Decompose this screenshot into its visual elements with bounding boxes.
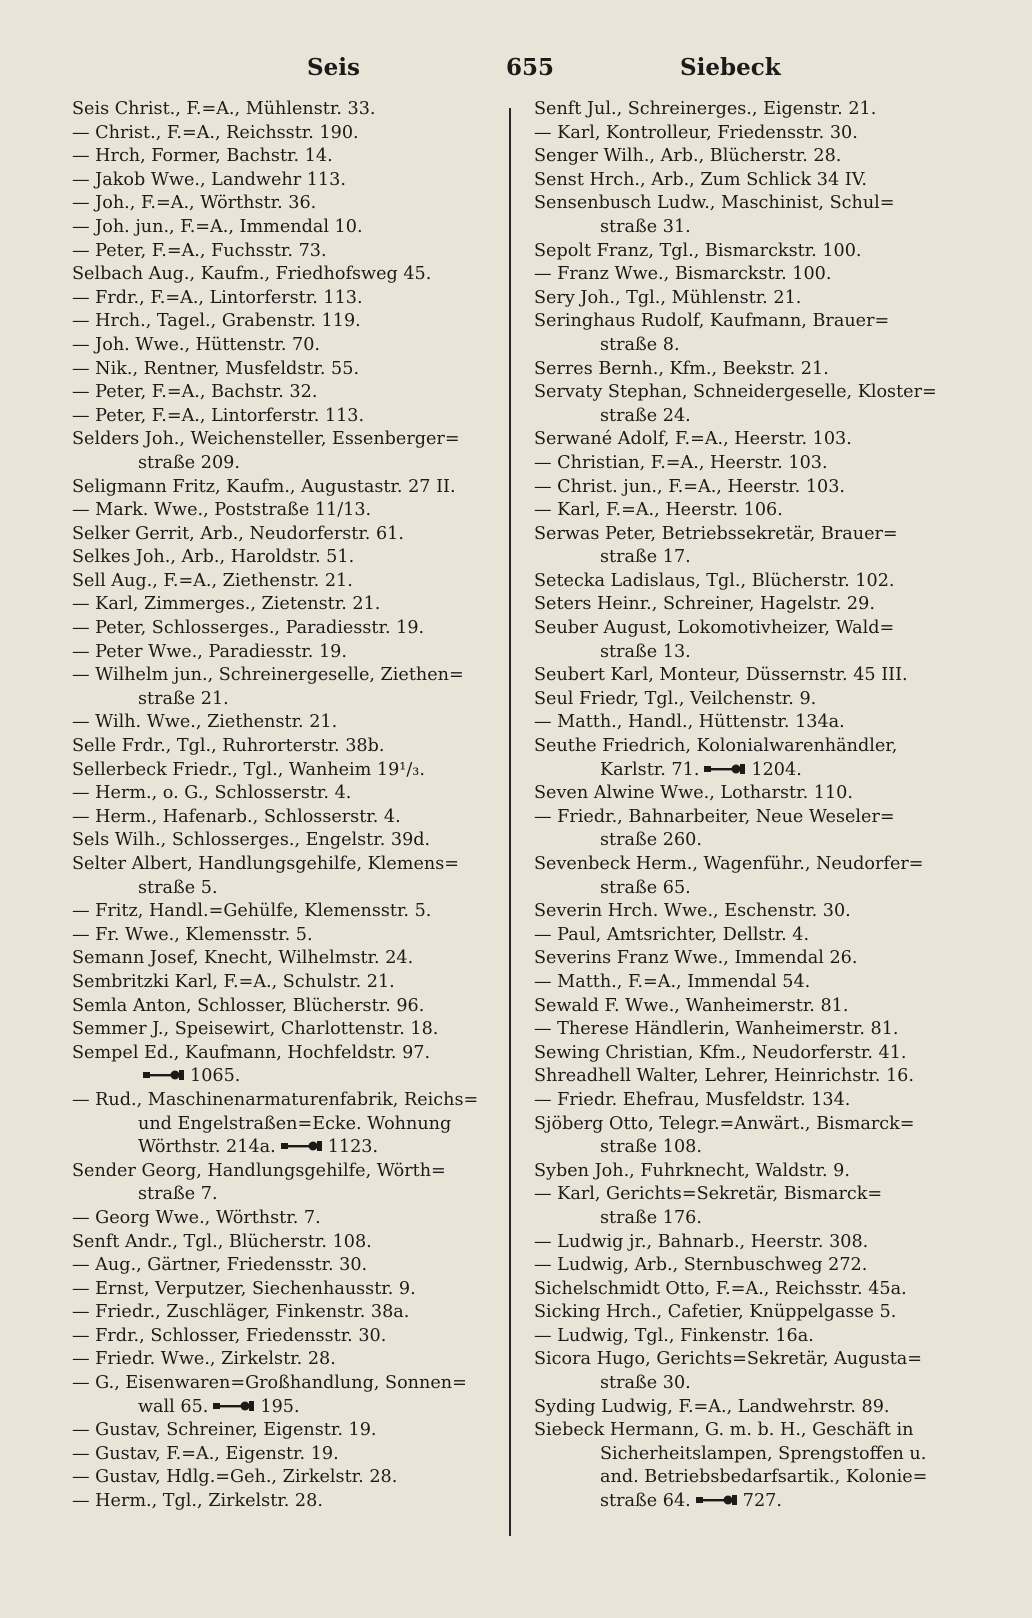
phone-number: 727. (742, 1491, 782, 1512)
entry-text: — Herm., Tgl., Zirkelstr. 28. (72, 1491, 323, 1512)
left-entry (72, 476, 502, 500)
entry-text: Setecka Ladislaus, Tgl., Blücherstr. 102. (534, 570, 895, 591)
left-entry (72, 145, 502, 169)
left-entry (72, 570, 502, 594)
continuation-text: straße 108. (600, 1137, 702, 1158)
entry-text: Seubert Karl, Monteur, Düssernstr. 45 III. (534, 665, 908, 686)
entry-text: — Paul, Amtsrichter, Dellstr. 4. (534, 924, 810, 945)
continuation-text: and. Betriebsbedarfsartik., Kolonie= (600, 1467, 928, 1488)
header-right-keyword: Siebeck (680, 54, 781, 81)
entry-text: — Georg Wwe., Wörthstr. 7. (72, 1207, 321, 1228)
telephone-icon (142, 1068, 186, 1082)
right-entry (534, 358, 966, 382)
entry-continuation (534, 1207, 966, 1231)
entry-text: Sender Georg, Handlungsgehilfe, Wörth= (72, 1160, 446, 1181)
left-entry (72, 995, 502, 1019)
continuation-text: straße 8. (600, 334, 680, 355)
left-entry (72, 1301, 502, 1325)
entry-text: Syding Ludwig, F.=A., Landwehrstr. 89. (534, 1396, 890, 1417)
right-entry (534, 1396, 966, 1420)
left-entry (72, 853, 502, 900)
phone-number: 195. (260, 1396, 300, 1417)
continuation-text: straße 21. (138, 688, 229, 709)
entry-text: — Ludwig, Arb., Sternbuschweg 272. (534, 1255, 868, 1276)
entry-text: Sevenbeck Herm., Wagenführ., Neudorfer= (534, 854, 924, 874)
left-entry (72, 240, 502, 264)
continuation-text: straße 30. (600, 1373, 691, 1394)
left-entry (72, 523, 502, 547)
left-entry (72, 1254, 502, 1278)
left-entry (72, 1160, 502, 1207)
left-entry (72, 1278, 502, 1302)
continuation-text: straße 260. (600, 830, 702, 851)
right-entry (534, 688, 966, 712)
entry-text: — Friedr., Zuschläger, Finkenstr. 38a. (72, 1302, 410, 1323)
entry-text: Seuber August, Lokomotivheizer, Wald= (534, 618, 895, 639)
right-entry (534, 1065, 966, 1089)
continuation-text: und Engelstraßen=Ecke. Wohnung (138, 1113, 452, 1134)
left-entry (72, 664, 502, 711)
entry-text: — Peter Wwe., Paradiesstr. 19. (72, 641, 347, 662)
telephone-icon (695, 1493, 739, 1507)
entry-text: Seters Heinr., Schreiner, Hagelstr. 29. (534, 594, 875, 615)
entry-continuation (534, 829, 966, 853)
right-entry (534, 499, 966, 523)
right-entry (534, 593, 966, 617)
entry-text: Sichelschmidt Otto, F.=A., Reichsstr. 45a. (534, 1278, 907, 1299)
entry-text: — Christian, F.=A., Heerstr. 103. (534, 452, 828, 473)
continuation-text: straße 209. (138, 452, 240, 473)
entry-text: — Hrch, Former, Bachstr. 14. (72, 146, 333, 167)
left-entry (72, 641, 502, 665)
header-left-keyword: Seis (307, 54, 360, 81)
left-entry (72, 1443, 502, 1467)
page-number: 655 (506, 54, 555, 81)
page-header (70, 50, 970, 90)
entry-text: Selders Joh., Weichensteller, Essenberger= (72, 429, 460, 450)
left-entry (72, 900, 502, 924)
telephone-icon (212, 1399, 256, 1413)
right-entry (534, 1419, 966, 1513)
right-entry (534, 1089, 966, 1113)
right-entry (534, 924, 966, 948)
entry-continuation (72, 452, 502, 476)
entry-continuation (72, 877, 502, 901)
continuation-text: straße 64. (600, 1491, 691, 1512)
continuation-text: straße 13. (600, 641, 691, 662)
right-entry (534, 735, 966, 782)
right-entry (534, 995, 966, 1019)
right-entry (534, 971, 966, 995)
entry-text: — Herm., o. G., Schlosserstr. 4. (72, 783, 352, 804)
right-entry (534, 428, 966, 452)
left-entry (72, 1466, 502, 1490)
entry-text: — Rud., Maschinenarmaturenfabrik, Reichs= (72, 1089, 479, 1110)
entry-text: — Aug., Gärtner, Friedensstr. 30. (72, 1255, 368, 1276)
entry-text: Siebeck Hermann, G. m. b. H., Geschäft in (534, 1420, 914, 1441)
left-entry (72, 169, 502, 193)
entry-continuation (72, 1136, 502, 1160)
entry-text: — Joh., F.=A., Wörthstr. 36. (72, 193, 317, 214)
right-entry (534, 1301, 966, 1325)
right-entry (534, 947, 966, 971)
entry-continuation (534, 1372, 966, 1396)
entry-text: Servaty Stephan, Schneidergeselle, Kloster= (534, 382, 937, 403)
left-entry (72, 287, 502, 311)
entry-text: Sensenbusch Ludw., Maschinist, Schul= (534, 193, 895, 214)
entry-text: — Fr. Wwe., Klemensstr. 5. (72, 924, 313, 945)
telephone-icon (703, 762, 747, 776)
entry-text: Sicking Hrch., Cafetier, Knüppelgasse 5. (534, 1302, 897, 1323)
continuation-text: wall 65. (138, 1396, 209, 1417)
left-entry (72, 216, 502, 240)
phone-number: 1065. (190, 1066, 241, 1087)
right-entry (534, 122, 966, 146)
left-entry (72, 546, 502, 570)
entry-continuation (534, 334, 966, 358)
continuation-text: straße 17. (600, 547, 691, 568)
right-entry (534, 476, 966, 500)
right-entry (534, 1160, 966, 1184)
entry-text: — Joh. Wwe., Hüttenstr. 70. (72, 334, 320, 355)
right-entry (534, 570, 966, 594)
telephone-icon (280, 1139, 324, 1153)
entry-text: — Gustav, F.=A., Eigenstr. 19. (72, 1443, 339, 1464)
entry-text: — Fritz, Handl.=Gehülfe, Klemensstr. 5. (72, 901, 432, 922)
entry-text: Sempel Ed., Kaufmann, Hochfeldstr. 97. (72, 1042, 431, 1063)
entry-text: — Joh. jun., F.=A., Immendal 10. (72, 216, 363, 237)
right-column (534, 98, 966, 1514)
left-entry (72, 829, 502, 853)
entry-text: Sels Wilh., Schlosserges., Engelstr. 39d. (72, 830, 431, 851)
phone-number: 1204. (751, 759, 802, 780)
left-entry (72, 1089, 502, 1160)
left-column (72, 98, 502, 1514)
right-entry (534, 145, 966, 169)
left-entry (72, 1348, 502, 1372)
entry-text: — Karl, Gerichts=Sekretär, Bismarck= (534, 1184, 883, 1205)
left-entry (72, 428, 502, 475)
left-entry (72, 806, 502, 830)
entry-text: — Christ. jun., F.=A., Heerstr. 103. (534, 476, 845, 497)
continuation-text: Sicherheitslampen, Sprengstoffen u. (600, 1443, 927, 1464)
entry-text: — Therese Händlerin, Wanheimerstr. 81. (534, 1019, 899, 1040)
entry-text: Selker Gerrit, Arb., Neudorferstr. 61. (72, 523, 404, 544)
left-entry (72, 1372, 502, 1419)
entry-continuation (534, 405, 966, 429)
entry-text: Senger Wilh., Arb., Blücherstr. 28. (534, 146, 842, 167)
right-entry (534, 310, 966, 357)
right-entry (534, 287, 966, 311)
left-entry (72, 759, 502, 783)
entry-text: — Peter, F.=A., Lintorferstr. 113. (72, 405, 365, 426)
entry-continuation (72, 1065, 502, 1089)
entry-text: — Wilhelm jun., Schreinergeselle, Ziethen= (72, 665, 464, 686)
left-entry (72, 1419, 502, 1443)
entry-text: — G., Eisenwaren=Großhandlung, Sonnen= (72, 1373, 467, 1394)
right-entry (534, 1325, 966, 1349)
entry-text: Seul Friedr, Tgl., Veilchenstr. 9. (534, 688, 817, 709)
entry-continuation (72, 1183, 502, 1207)
entry-text: — Gustav, Schreiner, Eigenstr. 19. (72, 1420, 377, 1441)
right-entry (534, 664, 966, 688)
left-entry (72, 735, 502, 759)
entry-text: — Gustav, Hdlg.=Geh., Zirkelstr. 28. (72, 1467, 398, 1488)
right-entry (534, 782, 966, 806)
continuation-text: straße 176. (600, 1207, 702, 1228)
entry-text: Sell Aug., F.=A., Ziethenstr. 21. (72, 570, 353, 591)
left-entry (72, 499, 502, 523)
left-entry (72, 310, 502, 334)
entry-text: Serwas Peter, Betriebssekretär, Brauer= (534, 523, 898, 544)
entry-text: Selle Frdr., Tgl., Ruhrorterstr. 38b. (72, 736, 385, 757)
left-entry (72, 358, 502, 382)
left-entry (72, 617, 502, 641)
left-entry (72, 1490, 502, 1514)
right-entry (534, 1042, 966, 1066)
left-entry (72, 1042, 502, 1089)
right-entry (534, 806, 966, 853)
right-entry (534, 263, 966, 287)
entry-continuation (534, 877, 966, 901)
entry-text: — Nik., Rentner, Musfeldstr. 55. (72, 358, 360, 379)
entry-text: — Friedr. Wwe., Zirkelstr. 28. (72, 1349, 336, 1370)
entry-text: Senft Andr., Tgl., Blücherstr. 108. (72, 1231, 372, 1252)
entry-text: — Mark. Wwe., Poststraße 11/13. (72, 500, 372, 521)
left-entry (72, 711, 502, 735)
right-entry (534, 1113, 966, 1160)
continuation-text: straße 5. (138, 877, 218, 898)
entry-text: Sewing Christian, Kfm., Neudorferstr. 41. (534, 1042, 907, 1063)
left-entry (72, 947, 502, 971)
right-entry (534, 523, 966, 570)
right-entry (534, 900, 966, 924)
entry-continuation (534, 641, 966, 665)
entry-text: Seis Christ., F.=A., Mühlenstr. 33. (72, 99, 376, 119)
entry-text: — Peter, F.=A., Bachstr. 32. (72, 382, 318, 403)
left-entry (72, 192, 502, 216)
entry-continuation (534, 1443, 966, 1467)
left-entry (72, 405, 502, 429)
entry-text: — Karl, F.=A., Heerstr. 106. (534, 500, 783, 521)
entry-text: Sellerbeck Friedr., Tgl., Wanheim 19¹/₃. (72, 759, 425, 780)
entry-text: — Matth., F.=A., Immendal 54. (534, 971, 811, 992)
entry-text: — Jakob Wwe., Landwehr 113. (72, 169, 346, 190)
entry-text: — Herm., Hafenarb., Schlosserstr. 4. (72, 806, 401, 827)
left-entry (72, 1231, 502, 1255)
entry-text: — Frdr., Schlosser, Friedensstr. 30. (72, 1325, 387, 1346)
entry-text: — Peter, Schlosserges., Paradiesstr. 19. (72, 618, 425, 639)
entry-text: Syben Joh., Fuhrknecht, Waldstr. 9. (534, 1160, 850, 1181)
continuation-text: straße 7. (138, 1184, 218, 1205)
entry-text: Selbach Aug., Kaufm., Friedhofsweg 45. (72, 264, 432, 285)
left-entry (72, 971, 502, 995)
continuation-text: Wörthstr. 214a. (138, 1137, 276, 1158)
entry-text: — Karl, Kontrolleur, Friedensstr. 30. (534, 122, 858, 143)
entry-continuation (72, 1396, 502, 1420)
left-entry (72, 924, 502, 948)
entry-text: — Ludwig jr., Bahnarb., Heerstr. 308. (534, 1231, 869, 1252)
entry-text: Shreadhell Walter, Lehrer, Heinrichstr. 16. (534, 1066, 914, 1087)
entry-text: — Wilh. Wwe., Ziethenstr. 21. (72, 712, 338, 733)
entry-continuation (534, 1466, 966, 1490)
entry-text: — Frdr., F.=A., Lintorferstr. 113. (72, 287, 363, 308)
right-entry (534, 98, 966, 122)
entry-text: — Hrch., Tagel., Grabenstr. 119. (72, 311, 361, 332)
entry-text: — Ernst, Verputzer, Siechenhausstr. 9. (72, 1278, 416, 1299)
entry-text: Sepolt Franz, Tgl., Bismarckstr. 100. (534, 240, 862, 261)
entry-continuation (534, 1490, 966, 1514)
entry-text: Seven Alwine Wwe., Lotharstr. 110. (534, 783, 853, 804)
left-entry (72, 1207, 502, 1231)
entry-text: — Franz Wwe., Bismarckstr. 100. (534, 264, 832, 285)
entry-text: Semla Anton, Schlosser, Blücherstr. 96. (72, 995, 425, 1016)
entry-text: Sicora Hugo, Gerichts=Sekretär, Augusta= (534, 1349, 922, 1370)
entry-text: — Christ., F.=A., Reichsstr. 190. (72, 122, 359, 143)
entry-text: — Peter, F.=A., Fuchsstr. 73. (72, 240, 327, 261)
entry-text: Severin Hrch. Wwe., Eschenstr. 30. (534, 901, 851, 922)
entry-text: Sjöberg Otto, Telegr.=Anwärt., Bismarck= (534, 1113, 915, 1134)
entry-text: Serwané Adolf, F.=A., Heerstr. 103. (534, 429, 852, 450)
entry-text: Seuthe Friedrich, Kolonialwarenhändler, (534, 736, 898, 757)
left-entry (72, 334, 502, 358)
entry-text: Sembritzki Karl, F.=A., Schulstr. 21. (72, 971, 395, 992)
right-entry (534, 1278, 966, 1302)
right-entry (534, 711, 966, 735)
entry-text: Semmer J., Speisewirt, Charlottenstr. 18. (72, 1019, 439, 1040)
entry-text: Seligmann Fritz, Kaufm., Augustastr. 27 II. (72, 476, 456, 497)
right-entry (534, 240, 966, 264)
left-entry (72, 1018, 502, 1042)
entry-text: Senft Jul., Schreinerges., Eigenstr. 21. (534, 99, 877, 119)
left-entry (72, 593, 502, 617)
continuation-text: straße 31. (600, 216, 691, 237)
right-entry (534, 1231, 966, 1255)
left-entry (72, 263, 502, 287)
entry-text: Seringhaus Rudolf, Kaufmann, Brauer= (534, 311, 890, 332)
right-entry (534, 452, 966, 476)
left-entry (72, 98, 502, 122)
left-entry (72, 782, 502, 806)
entry-text: — Friedr. Ehefrau, Musfeldstr. 134. (534, 1089, 851, 1110)
entry-continuation (534, 759, 966, 783)
left-entry (72, 381, 502, 405)
entry-text: — Matth., Handl., Hüttenstr. 134a. (534, 712, 845, 733)
continuation-text: straße 65. (600, 877, 691, 898)
column-divider (509, 108, 511, 1536)
right-entry (534, 853, 966, 900)
entry-continuation (72, 1113, 502, 1137)
right-entry (534, 1183, 966, 1230)
entry-text: — Ludwig, Tgl., Finkenstr. 16a. (534, 1325, 814, 1346)
entry-text: Sery Joh., Tgl., Mühlenstr. 21. (534, 287, 802, 308)
continuation-text: Karlstr. 71. (600, 759, 700, 780)
right-entry (534, 1254, 966, 1278)
entry-text: — Karl, Zimmerges., Zietenstr. 21. (72, 594, 381, 615)
entry-continuation (534, 1136, 966, 1160)
entry-text: Severins Franz Wwe., Immendal 26. (534, 948, 858, 969)
entry-text: Selter Albert, Handlungsgehilfe, Klemens= (72, 854, 460, 874)
right-entry (534, 169, 966, 193)
entry-text: Semann Josef, Knecht, Wilhelmstr. 24. (72, 948, 414, 969)
entry-text: Senst Hrch., Arb., Zum Schlick 34 IV. (534, 169, 867, 190)
entry-text: Sewald F. Wwe., Wanheimerstr. 81. (534, 995, 849, 1016)
right-entry (534, 617, 966, 664)
entry-text: — Friedr., Bahnarbeiter, Neue Weseler= (534, 806, 895, 827)
left-entry (72, 122, 502, 146)
phone-number: 1123. (327, 1137, 379, 1158)
entry-continuation (534, 546, 966, 570)
right-entry (534, 192, 966, 239)
left-entry (72, 1325, 502, 1349)
continuation-text: straße 24. (600, 405, 691, 426)
right-entry (534, 1348, 966, 1395)
right-entry (534, 381, 966, 428)
entry-text: Selkes Joh., Arb., Haroldstr. 51. (72, 547, 355, 568)
entry-text: Serres Bernh., Kfm., Beekstr. 21. (534, 358, 829, 379)
right-entry (534, 1018, 966, 1042)
entry-continuation (534, 216, 966, 240)
entry-continuation (72, 688, 502, 712)
